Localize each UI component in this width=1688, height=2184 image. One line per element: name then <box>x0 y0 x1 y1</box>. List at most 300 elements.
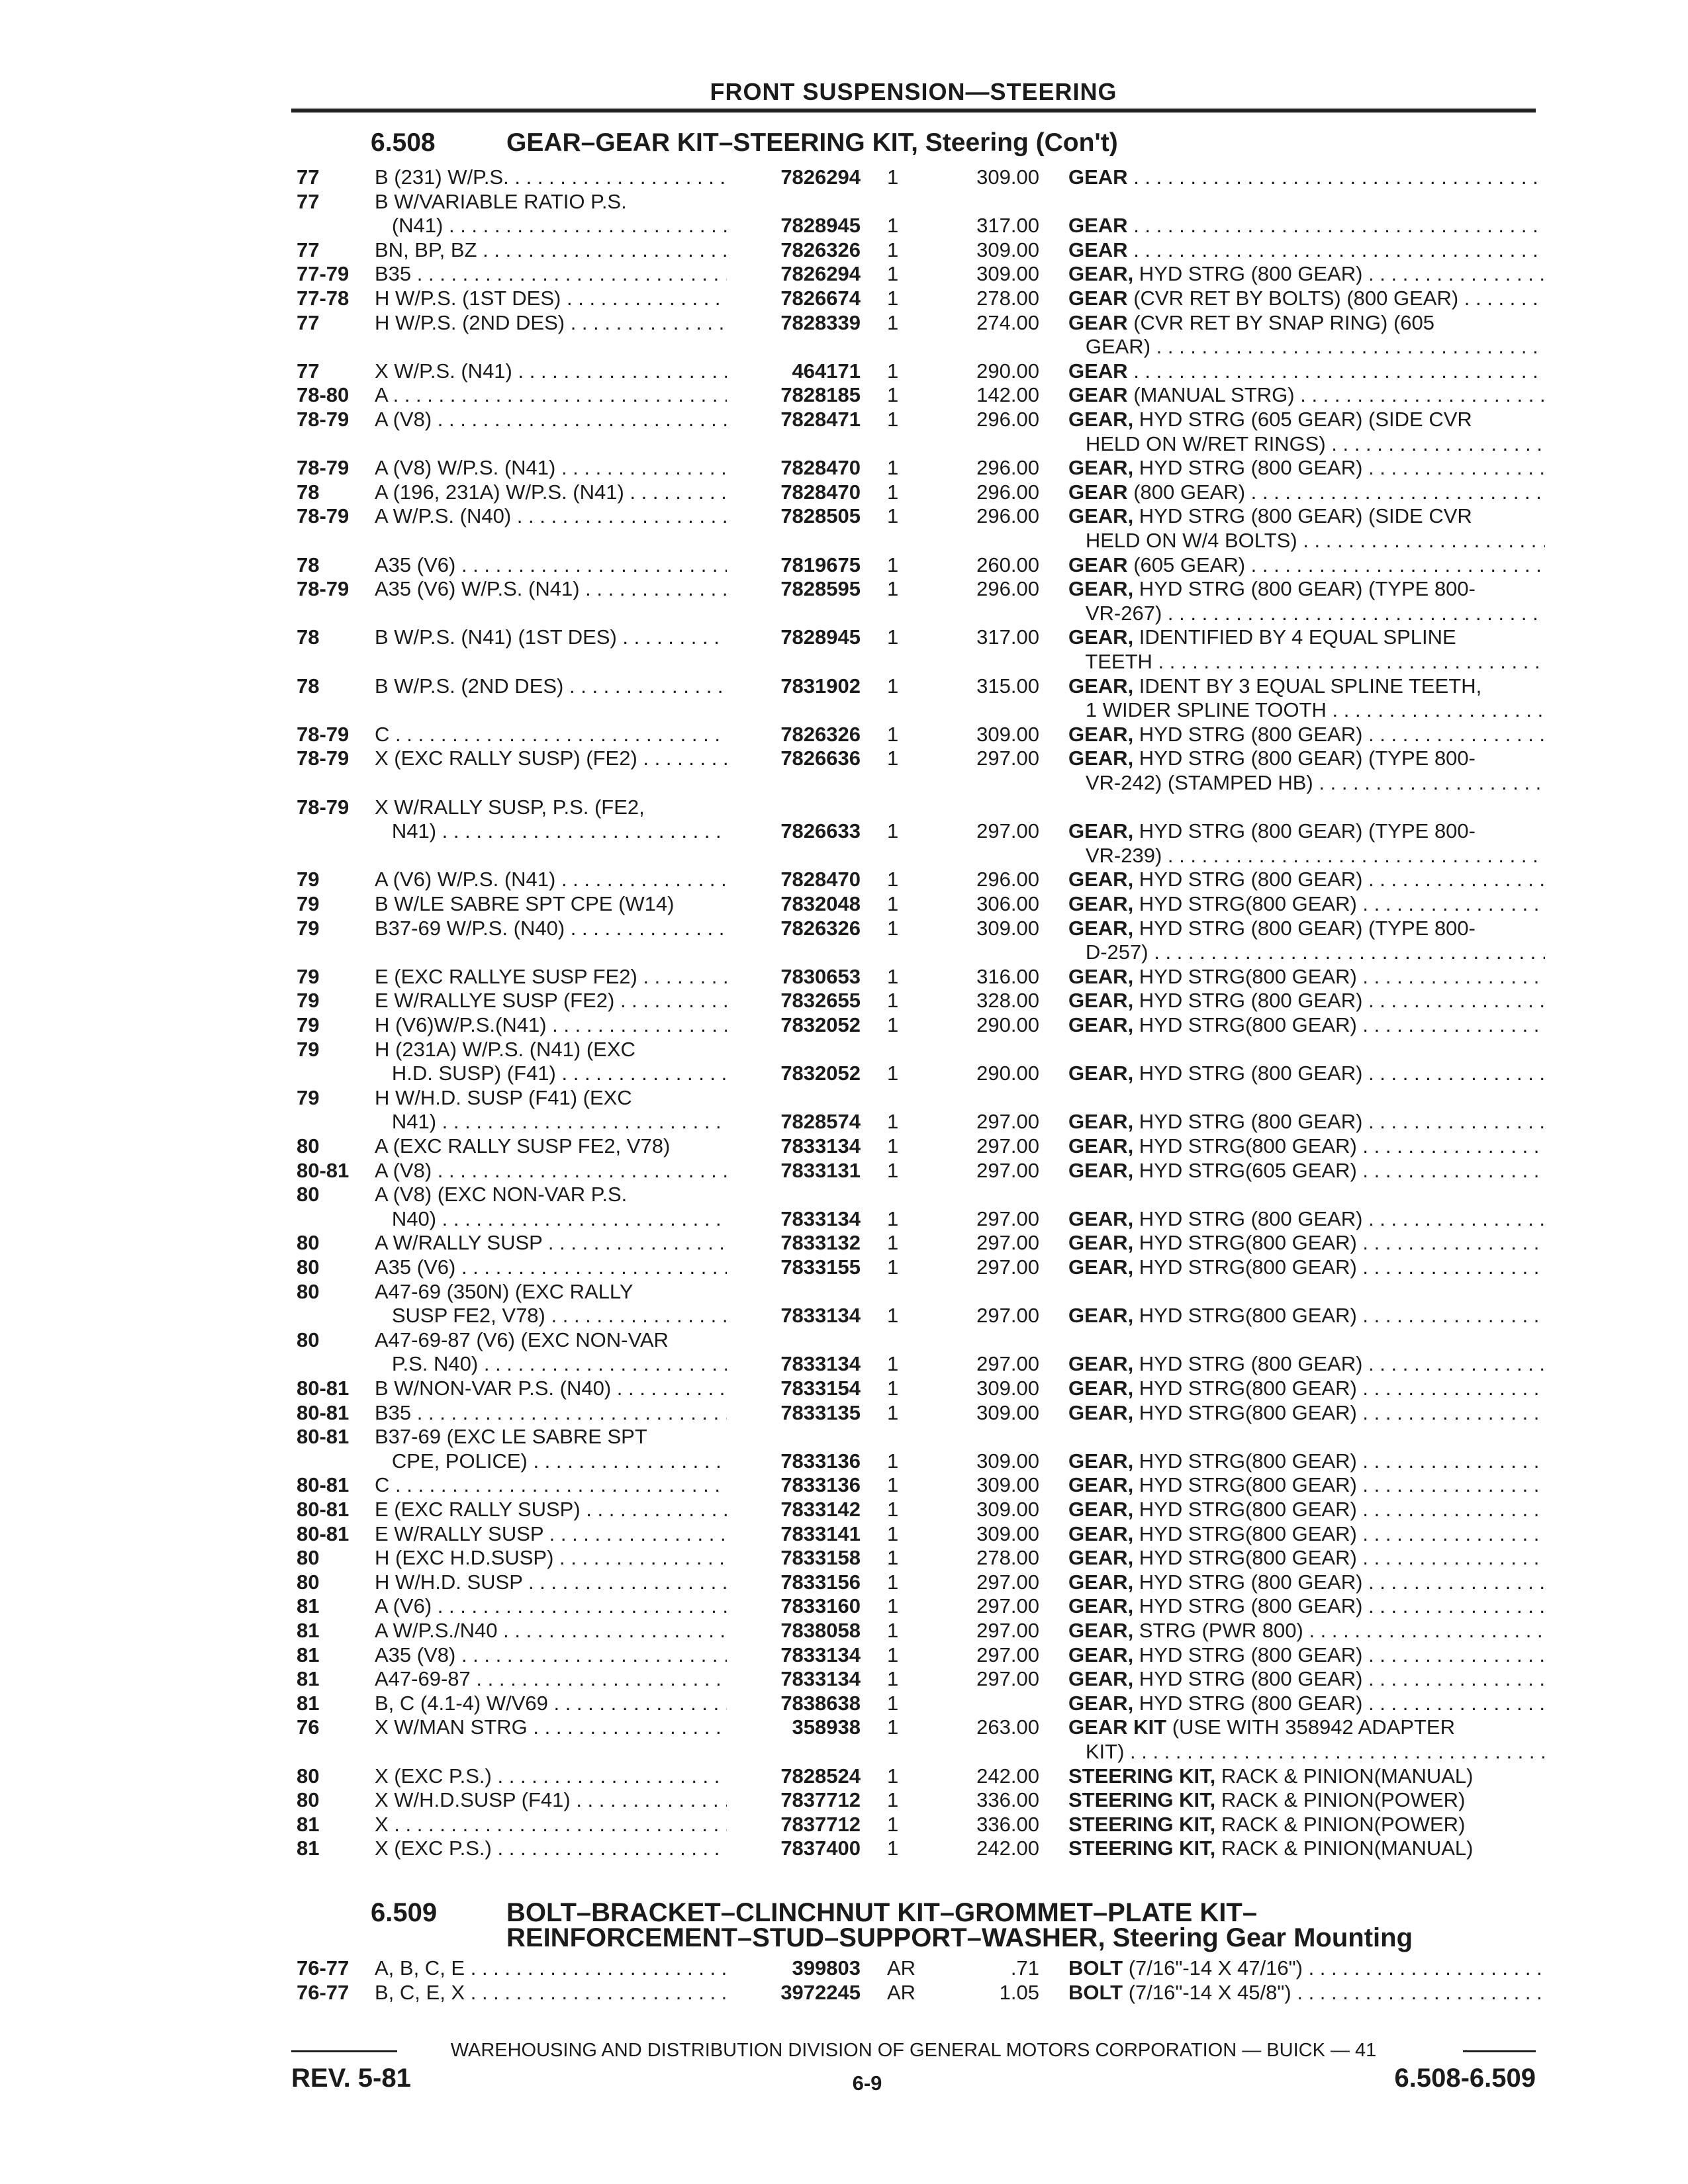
quantity-cell: 1 <box>887 553 899 576</box>
description-cell <box>1068 1594 1545 1618</box>
description-text: (USE WITH 358942 ADAPTER <box>1166 1715 1455 1739</box>
model-cell: X (EXC RALLY SUSP) (FE2) . . . <box>375 747 727 770</box>
description-keyword: GEAR, <box>1068 1062 1134 1085</box>
part-number-cell: 7833155 <box>780 1255 861 1279</box>
description-keyword: GEAR, <box>1068 577 1134 600</box>
price-cell: 309.00 <box>976 165 1039 189</box>
description-text: HYD STRG (800 GEAR) (TYPE 800- <box>1133 819 1476 842</box>
description-cell <box>1068 1231 1545 1255</box>
part-number-cell: 7833156 <box>780 1570 861 1594</box>
list-item <box>0 650 1688 674</box>
description-keyword: GEAR, <box>1068 1207 1134 1230</box>
price-cell: 297.00 <box>976 1643 1039 1666</box>
description-cell <box>1068 868 1545 891</box>
part-number-cell: 7828185 <box>780 383 861 406</box>
part-number-cell: 7833134 <box>780 1643 861 1666</box>
description-keyword: GEAR, <box>1068 262 1134 285</box>
quantity-cell: 1 <box>887 625 899 649</box>
price-cell: 309.00 <box>976 238 1039 261</box>
model-cell: E W/RALLYE SUSP (FE2) . . . <box>375 989 727 1013</box>
model-cell: A W/RALLY SUSP . . . <box>375 1231 727 1255</box>
description-keyword: GEAR, <box>1068 868 1134 891</box>
part-number-cell: 7833134 <box>780 1667 861 1690</box>
description-cell <box>1068 287 1545 310</box>
model-cell: X W/MAN STRG . . . <box>375 1715 727 1739</box>
quantity-cell: 1 <box>887 456 899 479</box>
year-cell: 79 <box>297 1086 320 1109</box>
description-text: (CVR RET BY BOLTS) (800 GEAR) <box>1127 287 1459 310</box>
list-item <box>0 1981 1688 2005</box>
model-cell: N41) . . . <box>375 1110 727 1134</box>
description-text: (MANUAL STRG) <box>1127 383 1295 406</box>
list-item <box>0 214 1688 238</box>
part-number-cell: 7828339 <box>780 311 861 334</box>
description-keyword: GEAR <box>1068 287 1128 310</box>
quantity-cell: 1 <box>887 504 899 527</box>
description-keyword: GEAR, <box>1068 1255 1134 1279</box>
part-number-cell: 7830653 <box>780 965 861 988</box>
description-cell <box>1068 504 1545 528</box>
model-cell: H (V6)W/P.S.(N41) . . . <box>375 1013 727 1037</box>
description-text: HYD STRG(800 GEAR) <box>1133 892 1357 915</box>
price-cell: 297.00 <box>976 1207 1039 1230</box>
description-cell <box>1068 335 1545 359</box>
year-cell: 78-79 <box>297 504 350 527</box>
part-number-cell: 7833135 <box>780 1401 861 1424</box>
year-cell: 81 <box>297 1692 320 1715</box>
quantity-cell: 1 <box>887 1255 899 1279</box>
description-cell <box>1068 1956 1545 1980</box>
model-cell: B, C, E, X . . . <box>375 1981 727 2005</box>
description-text: D-257) <box>1068 940 1149 964</box>
price-cell: 316.00 <box>976 965 1039 988</box>
list-item <box>0 771 1688 795</box>
revision-date: REV. 5-81 <box>291 2064 411 2093</box>
year-cell: 79 <box>297 1013 320 1036</box>
price-cell: 309.00 <box>976 262 1039 285</box>
description-keyword: GEAR <box>1068 383 1128 406</box>
list-item <box>0 989 1688 1013</box>
part-number-cell: 7833134 <box>780 1134 861 1158</box>
part-number-cell: 7828470 <box>780 868 861 891</box>
list-item <box>0 529 1688 553</box>
description-cell <box>1068 480 1545 504</box>
year-cell: 78-79 <box>297 408 350 431</box>
description-keyword: GEAR, <box>1068 1619 1134 1642</box>
quantity-cell: 1 <box>887 1062 899 1085</box>
list-item <box>0 1449 1688 1473</box>
description-cell <box>1068 1401 1545 1425</box>
quantity-cell: 1 <box>887 1110 899 1133</box>
description-text: GEAR) <box>1068 335 1151 358</box>
price-cell: 242.00 <box>976 1837 1039 1860</box>
part-number-cell: 7833158 <box>780 1546 861 1569</box>
year-cell: 80 <box>297 1231 320 1254</box>
list-item <box>0 577 1688 601</box>
year-cell: 80 <box>297 1328 320 1351</box>
description-keyword: GEAR, <box>1068 1377 1134 1400</box>
year-cell: 76-77 <box>297 1956 350 1979</box>
price-cell: 306.00 <box>976 892 1039 915</box>
description-cell <box>1068 1788 1545 1812</box>
list-item <box>0 698 1688 722</box>
description-keyword: GEAR, <box>1068 1449 1134 1473</box>
list-item <box>0 844 1688 868</box>
description-cell <box>1068 553 1545 577</box>
model-cell: H W/H.D. SUSP . . . <box>375 1570 727 1594</box>
description-keyword: GEAR, <box>1068 456 1134 479</box>
description-cell <box>1068 892 1545 916</box>
description-cell <box>1068 917 1545 940</box>
model-cell: X . . . <box>375 1813 727 1837</box>
model-cell: P.S. N40) . . . <box>375 1352 727 1376</box>
description-keyword: GEAR <box>1068 165 1128 189</box>
model-cell: H.D. SUSP) (F41) . . . <box>375 1062 727 1085</box>
list-item <box>0 1352 1688 1376</box>
price-cell: 317.00 <box>976 625 1039 649</box>
price-cell: 309.00 <box>976 1449 1039 1473</box>
list-item <box>0 408 1688 432</box>
part-number-cell: 7828471 <box>780 408 861 431</box>
description-text: STRG (PWR 800) <box>1133 1619 1303 1642</box>
part-number-cell: 7833136 <box>780 1473 861 1496</box>
description-cell <box>1068 965 1545 989</box>
price-cell: 297.00 <box>976 1594 1039 1617</box>
year-cell: 78 <box>297 674 320 698</box>
quantity-cell: 1 <box>887 819 899 842</box>
part-number-cell: 7832655 <box>780 989 861 1012</box>
description-cell <box>1068 1255 1545 1279</box>
price-cell: 260.00 <box>976 553 1039 576</box>
list-item <box>0 1207 1688 1231</box>
description-cell <box>1068 650 1545 674</box>
quantity-cell: 1 <box>887 1570 899 1594</box>
description-cell <box>1068 1352 1545 1376</box>
model-cell: CPE, POLICE) . . . <box>375 1449 727 1473</box>
description-text: HYD STRG(800 GEAR) <box>1133 1134 1357 1158</box>
year-cell: 79 <box>297 917 320 940</box>
quantity-cell: 1 <box>887 989 899 1012</box>
description-cell <box>1068 1643 1545 1667</box>
description-cell <box>1068 383 1545 407</box>
part-number-cell: 7828524 <box>780 1764 861 1788</box>
list-item <box>0 1183 1688 1206</box>
price-cell: 309.00 <box>976 1377 1039 1400</box>
model-cell: B W/VARIABLE RATIO P.S. <box>375 190 627 213</box>
description-cell <box>1068 1062 1545 1085</box>
list-item <box>0 359 1688 383</box>
section-title: GEAR–GEAR KIT–STEERING KIT, Steering (Con't) <box>506 128 1118 157</box>
year-cell: 79 <box>297 868 320 891</box>
part-number-cell: 7828595 <box>780 577 861 600</box>
description-text: HYD STRG (800 GEAR) <box>1133 262 1363 285</box>
quantity-cell: 1 <box>887 1522 899 1545</box>
description-cell <box>1068 723 1545 747</box>
price-cell: 309.00 <box>976 1401 1039 1424</box>
quantity-cell: 1 <box>887 1667 899 1690</box>
description-cell <box>1068 1110 1545 1134</box>
price-cell: 1.05 <box>999 1981 1039 2004</box>
price-cell: 278.00 <box>976 1546 1039 1569</box>
list-item <box>0 917 1688 940</box>
list-item <box>0 335 1688 359</box>
quantity-cell: 1 <box>887 1304 899 1327</box>
description-cell <box>1068 456 1545 480</box>
description-text: HYD STRG (800 GEAR) <box>1133 1207 1363 1230</box>
year-cell: 80-81 <box>297 1425 350 1448</box>
price-cell: 297.00 <box>976 819 1039 842</box>
model-cell: A W/P.S./N40 . . . <box>375 1619 727 1643</box>
list-item <box>0 262 1688 286</box>
description-cell <box>1068 214 1545 238</box>
list-item <box>0 1038 1688 1062</box>
year-cell: 79 <box>297 989 320 1012</box>
model-cell: B W/P.S. (2ND DES) . . . <box>375 674 727 698</box>
quantity-cell: 1 <box>887 1377 899 1400</box>
quantity-cell: 1 <box>887 1352 899 1375</box>
description-keyword: GEAR, <box>1068 1401 1134 1424</box>
description-keyword: GEAR, <box>1068 1667 1134 1690</box>
quantity-cell: 1 <box>887 1788 899 1811</box>
description-keyword: GEAR, <box>1068 1643 1134 1666</box>
part-number-cell: 7828945 <box>780 214 861 237</box>
model-cell: A47-69-87 . . . <box>375 1667 727 1691</box>
year-cell: 77 <box>297 190 320 213</box>
description-cell <box>1068 262 1545 286</box>
year-cell: 77 <box>297 359 320 383</box>
list-item <box>0 1740 1688 1764</box>
price-cell: 336.00 <box>976 1788 1039 1811</box>
list-item <box>0 432 1688 456</box>
description-cell <box>1068 1377 1545 1400</box>
part-number-cell: 7828470 <box>780 480 861 504</box>
quantity-cell: 1 <box>887 1449 899 1473</box>
model-cell: E (EXC RALLY SUSP) . . . <box>375 1498 727 1522</box>
part-number-cell: 7833134 <box>780 1304 861 1327</box>
description-keyword: GEAR, <box>1068 1522 1134 1545</box>
description-cell <box>1068 408 1545 432</box>
quantity-cell: 1 <box>887 892 899 915</box>
description-cell <box>1068 771 1545 795</box>
price-cell: 296.00 <box>976 456 1039 479</box>
description-keyword: GEAR, <box>1068 747 1134 770</box>
price-cell: 309.00 <box>976 917 1039 940</box>
description-text: HYD STRG(800 GEAR) <box>1133 965 1357 988</box>
description-cell <box>1068 1304 1545 1328</box>
year-cell: 79 <box>297 892 320 915</box>
model-cell: C . . . <box>375 1473 727 1497</box>
list-item <box>0 1764 1688 1788</box>
list-item <box>0 383 1688 407</box>
price-cell: 336.00 <box>976 1813 1039 1836</box>
list-item <box>0 1159 1688 1183</box>
description-keyword: BOLT <box>1068 1981 1123 2004</box>
description-cell <box>1068 165 1545 189</box>
description-keyword: GEAR, <box>1068 504 1134 527</box>
description-text: HYD STRG (800 GEAR) <box>1133 456 1363 479</box>
list-item <box>0 1956 1688 1980</box>
quantity-cell: 1 <box>887 1715 899 1739</box>
description-text: RACK & PINION(POWER) <box>1215 1813 1466 1836</box>
model-cell: A, B, C, E . . . <box>375 1956 727 1980</box>
year-cell: 78-79 <box>297 456 350 479</box>
year-cell: 80 <box>297 1134 320 1158</box>
year-cell: 81 <box>297 1643 320 1666</box>
price-cell: 290.00 <box>976 359 1039 383</box>
year-cell: 79 <box>297 1038 320 1061</box>
description-cell <box>1068 819 1545 843</box>
model-cell: B (231) W/P.S. . . . <box>375 165 727 189</box>
list-item <box>0 456 1688 480</box>
list-item <box>0 1522 1688 1546</box>
description-text: HYD STRG(800 GEAR) <box>1133 1401 1357 1424</box>
part-number-cell: 358938 <box>792 1715 861 1739</box>
description-keyword: GEAR, <box>1068 965 1134 988</box>
year-cell: 78-80 <box>297 383 350 406</box>
list-item <box>0 1086 1688 1110</box>
part-number-cell: 7826294 <box>780 262 861 285</box>
price-cell: 297.00 <box>976 1304 1039 1327</box>
price-cell: 297.00 <box>976 1352 1039 1375</box>
part-number-cell: 7838638 <box>780 1692 861 1715</box>
price-cell: 309.00 <box>976 1498 1039 1521</box>
quantity-cell: 1 <box>887 868 899 891</box>
list-item <box>0 1546 1688 1570</box>
part-number-cell: 7826633 <box>780 819 861 842</box>
list-item <box>0 1401 1688 1425</box>
quantity-cell: 1 <box>887 577 899 600</box>
part-number-cell: 7837712 <box>780 1813 861 1836</box>
quantity-cell: 1 <box>887 1764 899 1788</box>
list-item <box>0 553 1688 577</box>
description-text: VR-239) <box>1068 844 1162 867</box>
model-cell: E (EXC RALLYE SUSP FE2) . . . <box>375 965 727 989</box>
model-cell: A (196, 231A) W/P.S. (N41) . . . <box>375 480 727 504</box>
description-text: HYD STRG (800 GEAR) (SIDE CVR <box>1133 504 1472 527</box>
description-text: HYD STRG(800 GEAR) <box>1133 1546 1357 1569</box>
description-cell <box>1068 311 1545 335</box>
description-keyword: GEAR, <box>1068 1498 1134 1521</box>
description-text: IDENTIFIED BY 4 EQUAL SPLINE <box>1133 625 1456 649</box>
description-text: HYD STRG (800 GEAR) <box>1133 1667 1363 1690</box>
description-keyword: GEAR, <box>1068 917 1134 940</box>
description-keyword: GEAR, <box>1068 1304 1134 1327</box>
quantity-cell: 1 <box>887 359 899 383</box>
quantity-cell: 1 <box>887 408 899 431</box>
part-number-cell: 7828505 <box>780 504 861 527</box>
description-keyword: GEAR, <box>1068 1352 1134 1375</box>
price-cell: 278.00 <box>976 287 1039 310</box>
year-cell: 80-81 <box>297 1522 350 1545</box>
price-cell: 274.00 <box>976 311 1039 334</box>
list-item <box>0 1425 1688 1449</box>
description-cell <box>1068 1522 1545 1546</box>
description-cell <box>1068 1473 1545 1497</box>
quantity-cell: 1 <box>887 1643 899 1666</box>
description-cell <box>1068 844 1545 868</box>
price-cell: .71 <box>1010 1956 1039 1979</box>
description-keyword: GEAR <box>1068 311 1128 334</box>
year-cell: 81 <box>297 1837 320 1860</box>
description-cell <box>1068 940 1545 964</box>
description-cell <box>1068 1692 1545 1715</box>
quantity-cell: 1 <box>887 287 899 310</box>
list-item <box>0 1643 1688 1667</box>
price-cell: 297.00 <box>976 1667 1039 1690</box>
model-cell: B35 . . . <box>375 1401 727 1425</box>
quantity-cell: 1 <box>887 1692 899 1715</box>
part-number-cell: 399803 <box>792 1956 861 1979</box>
list-item <box>0 1498 1688 1522</box>
part-number-cell: 7833134 <box>780 1352 861 1375</box>
description-text: HYD STRG(800 GEAR) <box>1133 1013 1357 1036</box>
quantity-cell: 1 <box>887 1013 899 1036</box>
list-item <box>0 1255 1688 1279</box>
description-keyword: GEAR, <box>1068 1692 1134 1715</box>
year-cell: 78-79 <box>297 723 350 746</box>
quantity-cell: 1 <box>887 1594 899 1617</box>
quantity-cell: 1 <box>887 1813 899 1836</box>
model-cell: A35 (V6) W/P.S. (N41) . . . <box>375 577 727 601</box>
description-keyword: GEAR, <box>1068 989 1134 1012</box>
description-keyword: GEAR, <box>1068 1110 1134 1133</box>
quantity-cell: 1 <box>887 1837 899 1860</box>
year-cell: 78-79 <box>297 577 350 600</box>
part-number-cell: 7832052 <box>780 1013 861 1036</box>
year-cell: 78 <box>297 625 320 649</box>
list-item <box>0 1231 1688 1255</box>
list-item <box>0 1619 1688 1643</box>
part-number-cell: 7833160 <box>780 1594 861 1617</box>
list-item <box>0 1304 1688 1328</box>
description-text: HELD ON W/RET RINGS) <box>1068 432 1326 455</box>
description-text: HYD STRG (800 GEAR) <box>1133 1692 1363 1715</box>
price-cell: 296.00 <box>976 504 1039 527</box>
description-cell <box>1068 1570 1545 1594</box>
description-text: HYD STRG(800 GEAR) <box>1133 1231 1357 1254</box>
model-cell: B37-69 (EXC LE SABRE SPT <box>375 1425 647 1448</box>
description-text: IDENT BY 3 EQUAL SPLINE TEETH, <box>1133 674 1482 698</box>
description-cell <box>1068 1013 1545 1037</box>
description-cell <box>1068 238 1545 262</box>
description-text: HYD STRG (800 GEAR) <box>1133 723 1363 746</box>
description-cell <box>1068 359 1545 383</box>
year-cell: 80 <box>297 1255 320 1279</box>
description-cell <box>1068 432 1545 456</box>
quantity-cell: 1 <box>887 480 899 504</box>
price-cell: 142.00 <box>976 383 1039 406</box>
description-keyword: GEAR <box>1068 480 1128 504</box>
description-keyword: GEAR <box>1068 359 1128 383</box>
model-cell: A (V6) W/P.S. (N41) . . . <box>375 868 727 891</box>
list-item <box>0 1813 1688 1837</box>
description-keyword: STEERING KIT, <box>1068 1813 1216 1836</box>
description-keyword: BOLT <box>1068 1956 1123 1979</box>
model-cell: A (V8) (EXC NON-VAR P.S. <box>375 1183 628 1206</box>
description-text: TEETH <box>1068 650 1152 673</box>
description-text: HYD STRG (800 GEAR) <box>1133 1570 1363 1594</box>
model-cell: B35 . . . <box>375 262 727 286</box>
part-number-cell: 7828574 <box>780 1110 861 1133</box>
list-item <box>0 1377 1688 1400</box>
price-cell: 309.00 <box>976 1522 1039 1545</box>
description-cell <box>1068 602 1545 625</box>
description-text: HELD ON W/4 BOLTS) <box>1068 529 1297 552</box>
year-cell: 80 <box>297 1546 320 1569</box>
part-number-cell: 7828945 <box>780 625 861 649</box>
list-item <box>0 796 1688 819</box>
description-text: HYD STRG (800 GEAR) (TYPE 800- <box>1133 917 1476 940</box>
